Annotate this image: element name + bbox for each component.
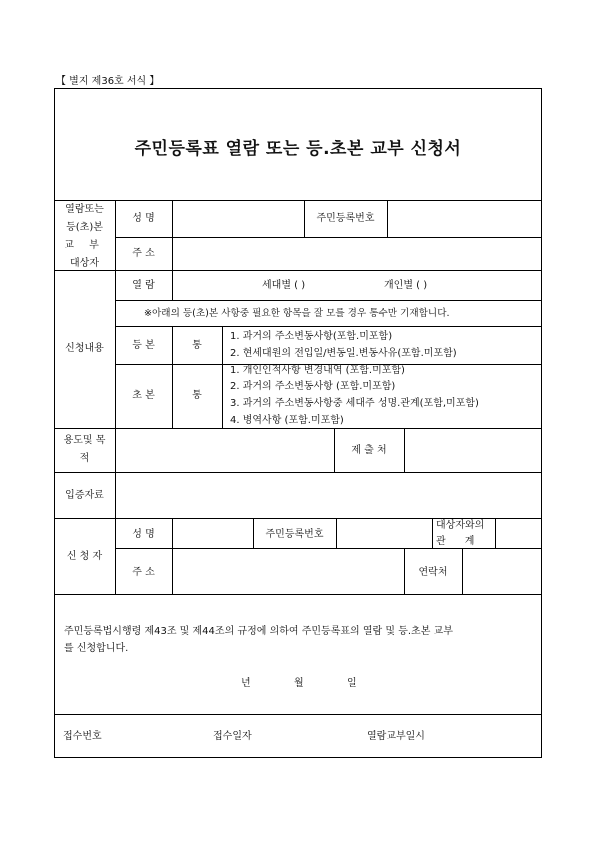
- applicant-rrn-label: 주민등록번호: [265, 529, 324, 540]
- deungbon-item-2: 2. 현세대원의 전입일/변동일.변동사유(포함.미포함): [230, 348, 457, 359]
- divider: [336, 518, 337, 548]
- household-option[interactable]: 세대별 ( ): [262, 280, 306, 291]
- divider: [54, 594, 542, 595]
- divider: [495, 518, 496, 548]
- relation-label-1: 대상자와의: [436, 520, 485, 531]
- applicant-name-label: 성 명: [132, 529, 155, 540]
- declaration-line-1: 주민등록법시행령 제43조 및 제44조의 규정에 의하여 주민등록표의 열람 및 등.초본 교부: [64, 626, 453, 637]
- date-year-label: 년: [241, 678, 251, 689]
- divider: [172, 200, 173, 300]
- form-title: 주민등록표 열람 또는 등.초본 교부 신청서: [134, 139, 462, 159]
- divider: [54, 714, 542, 715]
- target-section-label-1: 열람또는: [65, 204, 104, 215]
- divider: [404, 428, 405, 472]
- divider: [54, 270, 542, 271]
- evidence-label: 입증자료: [65, 490, 104, 501]
- view-label: 열 람: [132, 280, 155, 291]
- date-day-label: 일: [347, 678, 357, 689]
- applicant-section-label: 신 청 자: [66, 551, 103, 562]
- chobon-unit: 통: [192, 390, 202, 401]
- purpose-label-2: 적: [79, 453, 90, 464]
- divider: [387, 200, 388, 237]
- request-note: ※아래의 등(초)본 사항중 필요한 항목을 잘 모를 경우 통수만 기재합니다.: [144, 308, 450, 319]
- target-address-label: 주 소: [132, 248, 155, 259]
- form-number-label: 【 별지 제36호 서식 】: [56, 76, 160, 87]
- request-section-label: 신청내용: [65, 343, 104, 354]
- receipt-date-label: 접수일자: [213, 731, 252, 742]
- chobon-item-4: 4. 병역사항 (포함.미포함): [230, 415, 344, 426]
- divider: [115, 237, 542, 238]
- submit-to-label: 제 출 처: [351, 445, 387, 456]
- applicant-contact-label: 연락처: [418, 567, 448, 578]
- target-section-label-4: 대상자: [70, 258, 99, 269]
- target-name-label: 성 명: [132, 213, 155, 224]
- deungbon-item-1: 1. 과거의 주소변동사항(포함.미포함): [230, 331, 393, 342]
- target-section-label-3: 교 부: [64, 240, 105, 251]
- applicant-address-label: 주 소: [132, 567, 155, 578]
- divider: [54, 428, 542, 429]
- individual-option[interactable]: 개인별 ( ): [384, 280, 428, 291]
- chobon-item-2: 2. 과거의 주소변동사항 (포함.미포함): [230, 381, 396, 392]
- divider: [222, 326, 223, 428]
- divider: [432, 518, 433, 548]
- date-month-label: 월: [294, 678, 304, 689]
- divider: [54, 472, 542, 473]
- divider: [115, 548, 542, 549]
- divider: [115, 300, 542, 301]
- relation-label-2: 관 계: [436, 536, 475, 547]
- chobon-item-1: 1. 개인인적사항 변경내역 (포함.미포함): [230, 365, 405, 376]
- divider: [115, 326, 542, 327]
- issue-date-label: 열람교부일시: [367, 731, 425, 742]
- chobon-item-3: 3. 과거의 주소변동사항중 세대주 성명.관계(포함,미포함): [230, 398, 479, 409]
- deungbon-unit: 통: [192, 340, 202, 351]
- divider: [462, 548, 463, 594]
- target-rrn-label: 주민등록번호: [316, 213, 375, 224]
- purpose-label-1: 용도및 목: [63, 435, 106, 446]
- deungbon-label: 등 본: [132, 340, 155, 351]
- chobon-label: 초 본: [132, 390, 155, 401]
- divider: [54, 200, 542, 201]
- divider: [172, 518, 173, 594]
- declaration-line-2: 를 신청합니다.: [64, 643, 129, 654]
- target-section-label-2: 등(초)본: [66, 222, 103, 233]
- receipt-number-label: 접수번호: [63, 731, 102, 742]
